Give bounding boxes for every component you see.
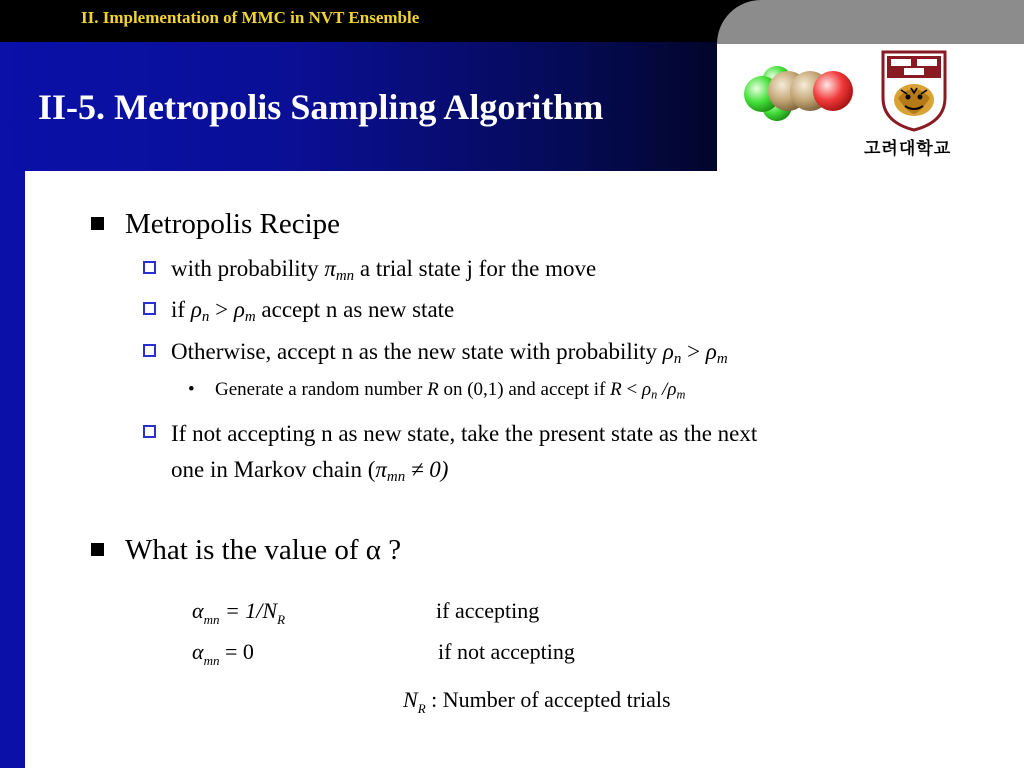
sub-bullet-not-accepting: If not accepting n as new state, take the present state as the next one in Markov chain $(\pi_{mn} \ne 0)$ [171, 416, 911, 495]
hollow-square-bullet-icon [143, 261, 156, 274]
sub-bullet-probability: with probability $\pi_{mn}$ a trial state j for the move [171, 256, 596, 285]
university-name: 고려대학교 [864, 139, 952, 159]
equation-not-accepting: $\alpha_{mn} = 0$ [192, 639, 254, 668]
square-bullet-icon [91, 543, 104, 556]
hollow-square-bullet-icon [143, 425, 156, 438]
sub-sub-bullet-random-number: • Generate a random number R on (0,1) and accept if $R < \rho_n$ $/\rho_m$ [188, 379, 686, 402]
hollow-square-bullet-icon [143, 344, 156, 357]
condition-accepting: if accepting [436, 598, 540, 623]
section-label: II. Implementation of MMC in NVT Ensemble [81, 8, 420, 27]
sub-bullet-if-accept: if $\rho_n > \rho_m$ accept n as new state [171, 297, 454, 326]
hollow-square-bullet-icon [143, 302, 156, 315]
dot-bullet-icon: • [188, 379, 195, 400]
square-bullet-icon [91, 217, 104, 230]
sub-bullet-otherwise: Otherwise, accept n as the new state with probability $\rho_n > \rho_m$ [171, 339, 728, 368]
bullet-value-of-alpha: What is the value of α ? [125, 534, 401, 567]
equation-accepting: $\alpha_{mn} = 1/N_R$ [192, 598, 286, 627]
bullet-metropolis-recipe: Metropolis Recipe [125, 208, 340, 241]
condition-not-accepting: if not accepting [438, 639, 575, 664]
note-accepted-trials: $N_R$ : Number of accepted trials [403, 687, 671, 716]
slide-title: II-5. Metropolis Sampling Algorithm [38, 87, 604, 127]
